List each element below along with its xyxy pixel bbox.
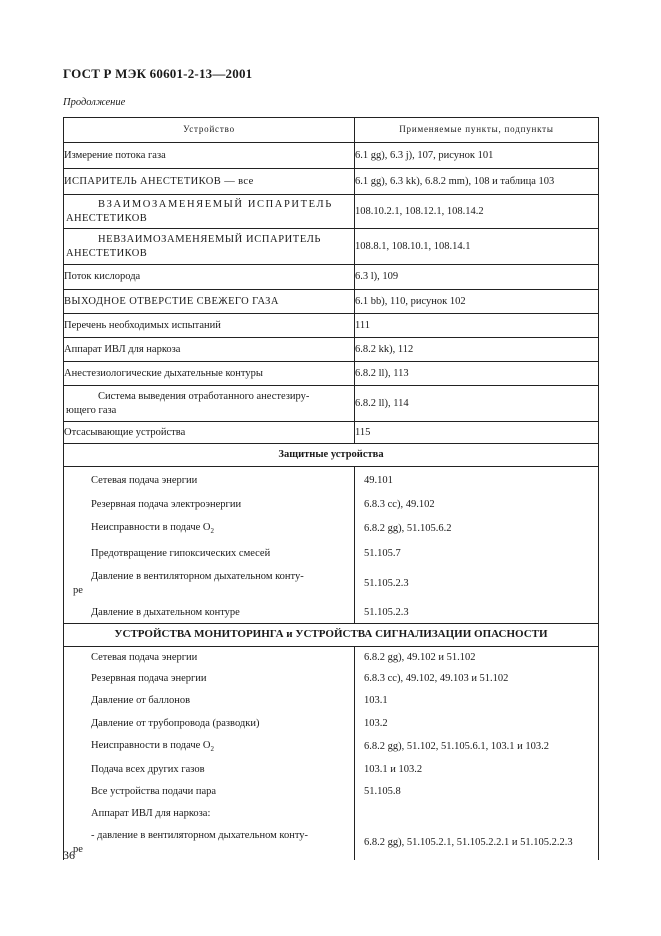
clauses-cell: 51.105.2.3 [355, 602, 599, 624]
table-row [64, 542, 599, 566]
table-row [64, 494, 599, 516]
clauses-cell: 103.1 и 103.2 [355, 759, 599, 781]
subscript: 2 [210, 745, 215, 754]
device-cell: Поток кислорода [64, 265, 355, 290]
device-cell: Все устройства подачи пара [64, 781, 355, 803]
table-row [64, 338, 599, 362]
device-text-line: ре [73, 843, 83, 855]
clauses-cell: 111 [355, 314, 599, 338]
section-title-monitoring: УСТРОЙСТВА МОНИТОРИНГА и УСТРОЙСТВА СИГНАЛИЗАЦИИ ОПАСНОСТИ [64, 624, 599, 647]
table-row [64, 781, 599, 803]
device-cell: Давление от трубопровода (разводки) [64, 713, 355, 735]
clauses-cell: 6.8.2 ll), 113 [355, 362, 599, 386]
device-text-line: ющего газа [66, 404, 117, 416]
clauses-cell: 49.101 [355, 467, 599, 494]
table-row [64, 826, 599, 860]
device-cell: ИСПАРИТЕЛЬ АНЕСТЕТИКОВ — все [64, 169, 355, 195]
continuation-label: Продолжение [63, 97, 126, 108]
device-cell: Резервная подача энергии [64, 668, 355, 690]
device-cell: Отсасывающие устройства [64, 422, 355, 444]
table-row [64, 169, 599, 195]
device-text: Неисправности в подаче O [91, 740, 211, 752]
device-cell: Анестезиологические дыхательные контуры [64, 362, 355, 386]
table-row [64, 690, 599, 713]
device-text-line: АНЕСТЕТИКОВ [66, 247, 148, 259]
table-row [64, 422, 599, 444]
device-cell [64, 386, 355, 422]
device-text-line: ре [73, 584, 83, 596]
device-text: Неисправности в подаче O [91, 522, 211, 534]
table-row [64, 647, 599, 668]
table-row [64, 803, 599, 826]
device-text-line: АНЕСТЕТИКОВ [66, 212, 148, 224]
clauses-cell: 115 [355, 422, 599, 444]
clauses-cell: 6.1 gg), 6.3 j), 107, рисунок 101 [355, 143, 599, 169]
table-row [64, 229, 599, 265]
clauses-cell: 103.1 [355, 690, 599, 713]
clauses-cell: 108.8.1, 108.10.1, 108.14.1 [355, 229, 599, 265]
device-text-line: ВЗАИМОЗАМЕНЯЕМЫЙ ИСПАРИТЕЛЬ [98, 199, 333, 211]
device-cell [64, 195, 355, 229]
clauses-cell: 6.8.2 gg), 51.105.2.1, 51.105.2.2.1 и 51.105.2.2.3 [355, 826, 599, 860]
column-header-clauses: Применяемые пункты, подпункты [355, 118, 599, 143]
clauses-cell: 108.10.2.1, 108.12.1, 108.14.2 [355, 195, 599, 229]
device-text-line: Система выведения отработанного анестезиру- [98, 391, 310, 403]
device-cell [64, 516, 355, 542]
device-text-line: - давление в вентиляторном дыхательном конту- [91, 830, 309, 842]
device-cell: Давление в дыхательном контуре [64, 602, 355, 624]
device-cell: Аппарат ИВЛ для наркоза: [64, 803, 355, 826]
clauses-cell: 6.8.3 cc), 49.102, 49.103 и 51.102 [355, 668, 599, 690]
clauses-cell: 6.8.2 gg), 51.105.6.2 [355, 516, 599, 542]
device-cell: Аппарат ИВЛ для наркоза [64, 338, 355, 362]
table-row [64, 516, 599, 542]
device-cell [64, 735, 355, 759]
clauses-cell: 6.8.2 gg), 49.102 и 51.102 [355, 647, 599, 668]
clauses-cell: 6.8.3 cc), 49.102 [355, 494, 599, 516]
column-header-device: Устройство [64, 118, 355, 143]
device-cell: Давление от баллонов [64, 690, 355, 713]
subscript: 2 [210, 527, 215, 536]
table-row [64, 566, 599, 602]
table-row [64, 467, 599, 494]
clauses-cell [355, 803, 599, 826]
table-row [64, 668, 599, 690]
device-cell: Предотвращение гипоксических смесей [64, 542, 355, 566]
clauses-table [63, 117, 599, 860]
device-text-line: НЕВЗАИМОЗАМЕНЯЕМЫЙ ИСПАРИТЕЛЬ [98, 234, 322, 246]
section-header-row [64, 444, 599, 467]
device-cell [64, 566, 355, 602]
device-cell [64, 826, 355, 860]
table-header-row [64, 118, 599, 143]
clauses-cell: 6.1 bb), 110, рисунок 102 [355, 290, 599, 314]
section-title-protective: Защитные устройства [64, 444, 599, 467]
clauses-cell: 6.8.2 gg), 51.102, 51.105.6.1, 103.1 и 103.2 [355, 735, 599, 759]
table-row [64, 759, 599, 781]
clauses-cell: 6.3 l), 109 [355, 265, 599, 290]
clauses-cell: 6.1 gg), 6.3 kk), 6.8.2 mm), 108 и таблица 103 [355, 169, 599, 195]
document-title: ГОСТ Р МЭК 60601-2-13—2001 [63, 66, 253, 81]
device-cell: Сетевая подача энергии [64, 467, 355, 494]
device-cell: Перечень необходимых испытаний [64, 314, 355, 338]
clauses-cell: 51.105.2.3 [355, 566, 599, 602]
clauses-cell: 51.105.8 [355, 781, 599, 803]
device-cell: Резервная подача электроэнергии [64, 494, 355, 516]
clauses-cell: 103.2 [355, 713, 599, 735]
clauses-cell: 6.8.2 ll), 114 [355, 386, 599, 422]
table-row [64, 195, 599, 229]
section-header-row [64, 624, 599, 647]
device-text-line: Давление в вентиляторном дыхательном конту- [91, 571, 304, 583]
device-cell: ВЫХОДНОЕ ОТВЕРСТИЕ СВЕЖЕГО ГАЗА [64, 290, 355, 314]
table-row [64, 735, 599, 759]
device-cell [64, 229, 355, 265]
table-row [64, 265, 599, 290]
table-row [64, 713, 599, 735]
page-number: 36 [63, 848, 75, 862]
table-row [64, 362, 599, 386]
device-cell: Подача всех других газов [64, 759, 355, 781]
table-row [64, 602, 599, 624]
table-row [64, 143, 599, 169]
table-row [64, 290, 599, 314]
device-cell: Измерение потока газа [64, 143, 355, 169]
table-row [64, 314, 599, 338]
clauses-cell: 51.105.7 [355, 542, 599, 566]
device-cell: Сетевая подача энергии [64, 647, 355, 668]
clauses-cell: 6.8.2 kk), 112 [355, 338, 599, 362]
table-row [64, 386, 599, 422]
